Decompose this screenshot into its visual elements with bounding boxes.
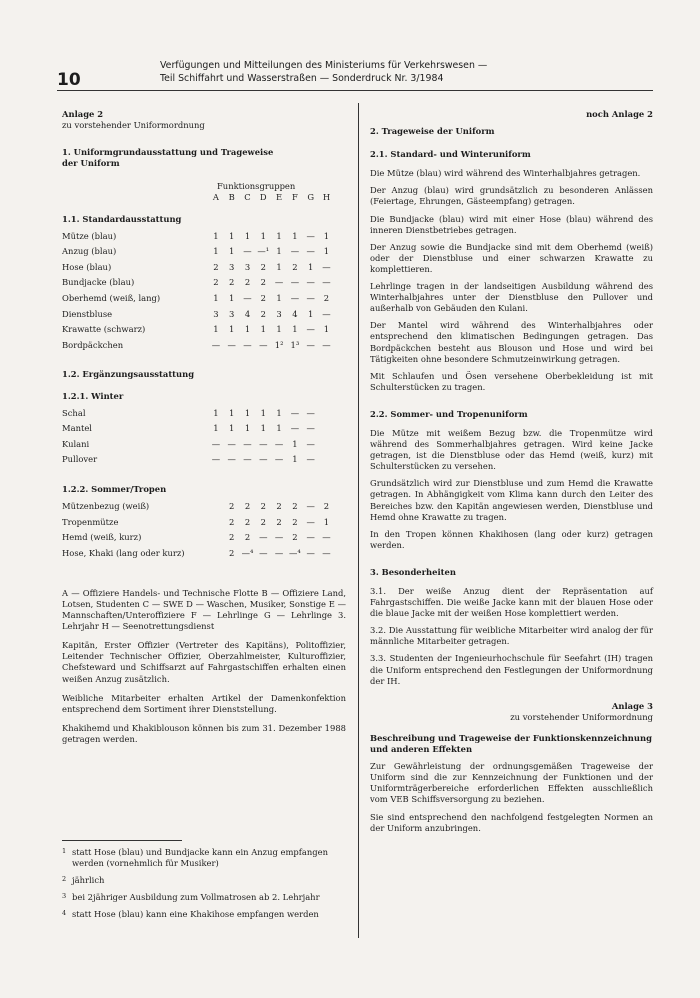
annex-heading xyxy=(62,109,346,131)
table-cell: —¹ xyxy=(257,246,270,257)
table-cell: — xyxy=(306,230,315,241)
footnotes xyxy=(62,847,346,926)
table-cell: 2 xyxy=(276,501,282,512)
table-cell: — xyxy=(306,532,315,543)
table-row xyxy=(62,423,346,439)
row-label: Bundjacke (blau) xyxy=(62,277,135,288)
section-title: 3. Besonderheiten xyxy=(370,566,456,577)
table-row xyxy=(62,454,346,470)
paragraph: Weibliche Mitarbeiter erhalten Artikel der Damenkonfektion entsprechend dem Sortiment ihrer Dienststellung. xyxy=(62,692,346,714)
table-cell: 1 xyxy=(292,438,298,449)
table-cell: 2 xyxy=(229,501,235,512)
row-cells xyxy=(208,340,334,351)
table-cell: — xyxy=(227,339,236,350)
table-cell: 1 xyxy=(229,324,235,335)
table-cell: 4 xyxy=(244,308,251,319)
table-cell: — xyxy=(322,339,331,350)
table-cell: — xyxy=(306,339,315,350)
table-cell: 1 xyxy=(213,230,219,241)
group-letter: C xyxy=(244,192,251,203)
group-letter: B xyxy=(228,192,235,203)
table-cell: — xyxy=(274,532,284,543)
footnote-text: statt Hose (blau) kann eine Khakihose empfangen werden xyxy=(72,909,319,920)
row-label: Krawatte (schwarz) xyxy=(62,324,146,335)
table-row xyxy=(62,439,346,455)
table-cell: — xyxy=(306,501,315,512)
table-cell: — xyxy=(290,277,300,288)
table-cell: 2 xyxy=(292,532,298,543)
row-cells xyxy=(208,532,334,543)
row-cells xyxy=(208,517,334,528)
table-row xyxy=(62,293,346,309)
paragraph: Grundsätzlich wird zur Dienstbluse und zum Hemd die Krawatte getragen. In Abhängigkeit vom Klima kann durch den Leiter des Bereiches bzw. den Kapitän angewiesen werden, Dienstbluse und Hemd ohne Krawatte zu tragen. xyxy=(370,478,653,522)
table-cell: 1 xyxy=(260,407,266,418)
footnote xyxy=(62,909,346,920)
row-label: Dienstbluse xyxy=(62,308,113,319)
table-cell: 2 xyxy=(292,501,298,512)
row-label: Tropenmütze xyxy=(62,516,119,527)
paragraph: Die Bundjacke (blau) wird mit einer Hose (blau) während des inneren Dienstbetriebes getragen. xyxy=(370,213,653,235)
row-label: Mütze (blau) xyxy=(62,230,117,241)
running-header xyxy=(160,60,580,86)
row-cells xyxy=(208,454,334,465)
subsection-title: 2.2. Sommer- und Tropenuniform xyxy=(370,408,528,419)
table-cell: — xyxy=(290,407,300,418)
table-cell xyxy=(208,517,224,528)
annex-subtitle: zu vorstehender Uniformordnung xyxy=(510,711,653,722)
table-cell: 1 xyxy=(292,324,298,335)
table-cell: 2 xyxy=(260,308,266,319)
table-cell: 2 xyxy=(244,516,251,527)
left-column xyxy=(62,109,346,753)
table-cell: — xyxy=(322,547,331,558)
table-row xyxy=(62,309,346,325)
table-cell: — xyxy=(306,423,315,434)
table-cell: — xyxy=(243,246,252,257)
paragraph: Der Anzug (blau) wird grundsätzlich zu besonderen Anlässen (Feiertage, Ehrungen, Gästeempfang) getragen. xyxy=(370,185,653,207)
table-cell: 2 xyxy=(244,277,251,288)
subsection-title: 1.1. Standardausstattung xyxy=(62,213,182,224)
table-cell: — xyxy=(322,277,331,288)
table-cell: 2 xyxy=(229,516,235,527)
annex-title: Anlage 2 xyxy=(62,109,104,119)
table-cell: — xyxy=(290,293,300,304)
table-cell: — xyxy=(274,547,284,558)
table-cell: — xyxy=(322,532,331,543)
row-label: Mantel xyxy=(62,423,92,434)
table-cell: — xyxy=(322,261,331,272)
table-cell: 3 xyxy=(244,261,251,272)
table-row xyxy=(62,548,346,574)
row-cells xyxy=(208,309,334,320)
table-cell: 1³ xyxy=(290,339,300,350)
table-cell xyxy=(208,501,224,512)
paragraph: 3.3. Studenten der Ingenieurhochschule für Seefahrt (IH) tragen die Uniform entsprechend den Festlegungen der Uniformordnung der IH. xyxy=(370,653,653,686)
table-cell: 1 xyxy=(276,230,282,241)
paragraph: Lehrlinge tragen in der landseitigen Ausbildung während des Winterhalbjahres unter der Dienstbluse den Pullover und außerhalb von Gebäuden den Kulani. xyxy=(370,281,653,314)
table-cell: 1 xyxy=(213,293,219,304)
table-cell: 3 xyxy=(213,308,219,319)
table-cell: — xyxy=(243,454,252,465)
paragraph: Die Mütze mit weißem Bezug bzw. die Tropenmütze wird während des Sommerhalbjahres getragen. Wird keine Jacke getragen, ist die Dienstbluse oder das Hemd (weiß, kurz) mit Schulterstücken zu versehen. xyxy=(370,427,653,472)
row-cells xyxy=(208,262,334,273)
footnote-mark: 4 xyxy=(62,909,67,918)
table-row xyxy=(62,340,346,356)
table-cell: 1 xyxy=(292,454,298,465)
table-cell: 1 xyxy=(213,324,219,335)
table-cell: 1 xyxy=(276,324,282,335)
section-title: 1. Uniformgrundausstattung und Trageweise der Uniform xyxy=(62,147,274,169)
table-cell: 2 xyxy=(260,261,266,272)
subsection-title: 1.2.2. Sommer/Tropen xyxy=(62,483,167,494)
row-label: Mützenbezug (weiß) xyxy=(62,501,150,512)
table-cell: — xyxy=(227,454,236,465)
table-row xyxy=(62,501,346,517)
section-title: Beschreibung und Trageweise der Funktionskennzeichnung und anderen Effekten xyxy=(370,732,652,755)
table-cell: — xyxy=(243,339,252,350)
table-row xyxy=(62,262,346,278)
table-cell: 1 xyxy=(244,407,251,418)
table-cell: 1 xyxy=(244,230,251,241)
row-label: Bordpäckchen xyxy=(62,339,124,350)
table-cell: 2 xyxy=(323,501,330,512)
table-cell: 1 xyxy=(308,261,314,272)
table-cell: — xyxy=(259,547,268,558)
page-number: 10 xyxy=(57,70,81,90)
row-label: Hose (blau) xyxy=(62,261,112,272)
table-cell: 2 xyxy=(276,516,282,527)
row-label: Anzug (blau) xyxy=(62,246,117,257)
footnote-text: jährlich xyxy=(72,875,105,886)
table-cell: 1 xyxy=(323,246,330,257)
group-letter: H xyxy=(322,192,331,203)
table-cell: — xyxy=(259,339,268,350)
table-cell: 1 xyxy=(213,423,219,434)
footnote-rule xyxy=(62,840,182,841)
table-cell: — xyxy=(259,532,268,543)
table-cell: 2 xyxy=(260,277,266,288)
table-cell: 1 xyxy=(276,407,282,418)
table-cell: 1 xyxy=(260,230,266,241)
table-cell: 3 xyxy=(276,308,282,319)
paragraph: 3.2. Die Ausstattung für weibliche Mitarbeiter wird analog der für männliche Mitarbeiter getragen. xyxy=(370,625,653,647)
table-cell xyxy=(208,548,224,559)
table-cell: 2 xyxy=(244,501,251,512)
groups-label: Funktionsgruppen xyxy=(217,181,296,192)
table-cell: 1 xyxy=(276,423,282,434)
subsection-title: 2.1. Standard- und Winteruniform xyxy=(370,149,531,160)
paragraph: 3.1. Der weiße Anzug dient der Repräsentation auf Fahrgastschiffen. Die weiße Jacke kann mit der blauen Hose oder die blaue Jacke mit der weißen Hose komplettiert werden. xyxy=(370,586,653,619)
row-label: Kulani xyxy=(62,438,90,449)
table-cell: — xyxy=(259,438,268,449)
footnote-text: bei 2jähriger Ausbildung zum Vollmatrosen ab 2. Lehrjahr xyxy=(72,892,320,903)
table-row xyxy=(62,532,346,548)
table-cell: 2 xyxy=(260,516,266,527)
function-groups-header xyxy=(62,181,346,203)
footnote-mark: 2 xyxy=(62,875,67,884)
table-cell: 4 xyxy=(292,308,298,319)
table-cell: — xyxy=(211,339,221,350)
row-cells xyxy=(208,231,334,242)
annex-title: Anlage 3 xyxy=(611,700,653,711)
table-cell: — xyxy=(306,516,315,527)
footnote xyxy=(62,892,346,903)
footnote-mark: 1 xyxy=(62,847,67,855)
text-block xyxy=(370,586,653,687)
header-line: Verfügungen und Mitteilungen des Ministeriums für Verkehrswesen — xyxy=(160,60,488,71)
table-row xyxy=(62,324,346,340)
table-cell: 1 xyxy=(292,230,298,241)
group-letter: F xyxy=(291,192,298,203)
group-letter: D xyxy=(259,192,267,203)
table-cell: 2 xyxy=(292,261,298,272)
table-cell: — xyxy=(259,454,268,465)
table-cell: — xyxy=(306,324,315,335)
table-cell: 2 xyxy=(260,501,266,512)
row-label: Oberhemd (weiß, lang) xyxy=(62,293,161,304)
table-cell: — xyxy=(306,246,315,257)
annex-subtitle: zu vorstehender Uniformordnung xyxy=(62,120,205,131)
table-cell: 1 xyxy=(323,230,330,241)
paragraph: Die Mütze (blau) wird während des Winterhalbjahres getragen. xyxy=(370,168,641,179)
table-cell: 2 xyxy=(229,277,235,288)
legend-text: A — Offiziere Handels- und Technische Flotte B — Offiziere Land, Lotsen, Studenten C — SWE D — Waschen, Musiker, Sonstige E — Mannschaften/Unteroffiziere F — Lehrlinge G — Lehrlinge 3. Lehrjahr H — Seenotrettungsdienst xyxy=(62,587,346,632)
table-cell: 1 xyxy=(244,423,251,434)
group-letter: A xyxy=(212,192,219,203)
row-label: Schal xyxy=(62,407,86,418)
table-cell: — xyxy=(274,454,284,465)
paragraph: In den Tropen können Khakihosen (lang oder kurz) getragen werden. xyxy=(370,528,653,550)
table-row xyxy=(62,517,346,533)
paragraph: Khakihemd und Khakiblouson können bis zum 31. Dezember 1988 getragen werden. xyxy=(62,722,346,744)
table-cell: 1 xyxy=(276,246,282,257)
table-cell: 1 xyxy=(229,423,235,434)
table-cell: — xyxy=(306,547,315,558)
footnote xyxy=(62,847,346,869)
table-cell: — xyxy=(227,438,236,449)
table-row xyxy=(62,277,346,293)
table-cell xyxy=(319,439,335,450)
right-column xyxy=(370,109,653,840)
group-letters xyxy=(62,192,346,203)
subsection-title: 1.2. Ergänzungsausstattung xyxy=(62,369,195,380)
table-cell: 1 xyxy=(213,407,219,418)
table-cell: 1 xyxy=(244,324,251,335)
row-cells xyxy=(208,548,334,559)
paragraph: Mit Schlaufen und Ösen versehene Oberbekleidung ist mit Schulterstücken zu tragen. xyxy=(370,370,653,392)
table-cell: 3 xyxy=(229,308,235,319)
table-cell: — xyxy=(290,423,300,434)
table-cell: 1 xyxy=(276,261,282,272)
footnote xyxy=(62,875,346,886)
row-label: Pullover xyxy=(62,454,98,465)
column-divider xyxy=(358,103,359,938)
table-cell: 2 xyxy=(260,293,266,304)
row-cells xyxy=(208,408,334,419)
group-letter: G xyxy=(307,192,315,203)
table-cell xyxy=(319,408,335,419)
table-row xyxy=(62,246,346,262)
table-cell: 2 xyxy=(213,277,219,288)
table-cell xyxy=(319,423,335,434)
table-cell: —⁴ xyxy=(241,547,254,558)
table-cell: — xyxy=(306,277,315,288)
text-block xyxy=(370,428,653,551)
header-line: Teil Schiffahrt und Wasserstraßen — Sonderdruck Nr. 3/1984 xyxy=(160,72,444,84)
table-cell: 1 xyxy=(260,324,266,335)
table-winter xyxy=(62,408,346,470)
row-cells xyxy=(208,423,334,434)
table-cell: — xyxy=(306,407,315,418)
table-cell: 2 xyxy=(323,293,330,304)
paragraph: Der Mantel wird während des Winterhalbjahres oder entsprechend den klimatischen Bedingungen getragen. Das Bordpäckchen besteht aus Blouson und Hose und wird bei Tätigkeiten ohne besondere Schmutzeinwirkung getragen. xyxy=(370,320,653,364)
table-cell: 1² xyxy=(274,339,284,350)
row-label: Hose, Khaki (lang oder kurz) xyxy=(62,547,185,558)
table-cell: 3 xyxy=(229,261,235,272)
table-cell: — xyxy=(211,454,221,465)
section-title: 2. Trageweise der Uniform xyxy=(370,126,495,137)
table-cell: — xyxy=(306,454,315,465)
table-cell: 1 xyxy=(229,293,235,304)
table-cell: —⁴ xyxy=(289,547,301,558)
table-cell: — xyxy=(211,438,221,449)
table-cell: — xyxy=(306,438,315,449)
table-cell: 1 xyxy=(323,324,330,335)
table-cell xyxy=(319,454,335,465)
annex-continued: noch Anlage 2 xyxy=(586,109,653,119)
table-standard xyxy=(62,231,346,356)
table-cell: 2 xyxy=(292,516,298,527)
table-cell: — xyxy=(243,438,252,449)
table-cell: 1 xyxy=(260,423,266,434)
table-cell: 2 xyxy=(244,532,251,543)
table-cell: 1 xyxy=(276,293,282,304)
subsection-title: 1.2.1. Winter xyxy=(62,390,124,401)
table-cell: — xyxy=(322,308,331,319)
paragraph: Sie sind entsprechend den nachfolgend festgelegten Normen an der Uniform anzubringen. xyxy=(370,811,653,833)
paragraph: Kapitän, Erster Offizier (Vertreter des Kapitäns), Politoffizier, Leitender Technischer Offizier, Oberzahlmeister, Kulturoffizier, Chefsteward und Schiffsarzt auf Fahrgastschiffen erhalten einen weißen Anzug zusätzlich. xyxy=(62,640,346,684)
table-cell: — xyxy=(306,293,315,304)
table-row xyxy=(62,231,346,247)
table-cell: 2 xyxy=(213,261,219,272)
table-cell: 1 xyxy=(229,246,235,257)
table-row xyxy=(62,408,346,424)
table-cell: 2 xyxy=(229,532,235,543)
row-label: Hemd (weiß, kurz) xyxy=(62,532,142,543)
annex3-heading xyxy=(370,701,653,723)
row-cells xyxy=(208,501,334,512)
table-cell: 1 xyxy=(229,407,235,418)
table-cell: 2 xyxy=(229,547,235,558)
row-cells xyxy=(208,293,334,304)
table-cell xyxy=(208,532,224,543)
table-cell: — xyxy=(290,246,300,257)
table-cell: — xyxy=(243,293,252,304)
text-block xyxy=(370,168,653,393)
group-letter: E xyxy=(276,192,283,203)
paragraph: Der Anzug sowie die Bundjacke sind mit dem Oberhemd (weiß) oder der Dienstbluse und einer schwarzen Krawatte zu komplettieren. xyxy=(370,241,653,274)
table-summer xyxy=(62,501,346,574)
footnote-text: statt Hose (blau) und Bundjacke kann ein Anzug empfangen werden (vornehmlich für Musiker) xyxy=(72,847,328,869)
text-block xyxy=(370,761,653,834)
table-cell: 1 xyxy=(229,230,235,241)
table-cell: 1 xyxy=(213,246,219,257)
row-cells xyxy=(208,277,334,288)
table-cell: 1 xyxy=(323,516,330,527)
row-cells xyxy=(208,324,334,335)
legend xyxy=(62,588,346,745)
row-cells xyxy=(208,246,334,257)
table-cell: — xyxy=(274,277,284,288)
paragraph: Zur Gewährleistung der ordnungsgemäßen Trageweise der Uniform sind die zur Kennzeichnung der Funktionen und der Uniformträgerbereiche erforderlichen Effekten ausschließlich vom VEB Schiffsversorgung zu beziehen. xyxy=(370,761,653,805)
footnote-mark: 3 xyxy=(62,892,67,901)
header-rule xyxy=(57,90,653,91)
table-cell: — xyxy=(274,438,284,449)
row-cells xyxy=(208,439,334,450)
table-cell: 1 xyxy=(308,308,314,319)
